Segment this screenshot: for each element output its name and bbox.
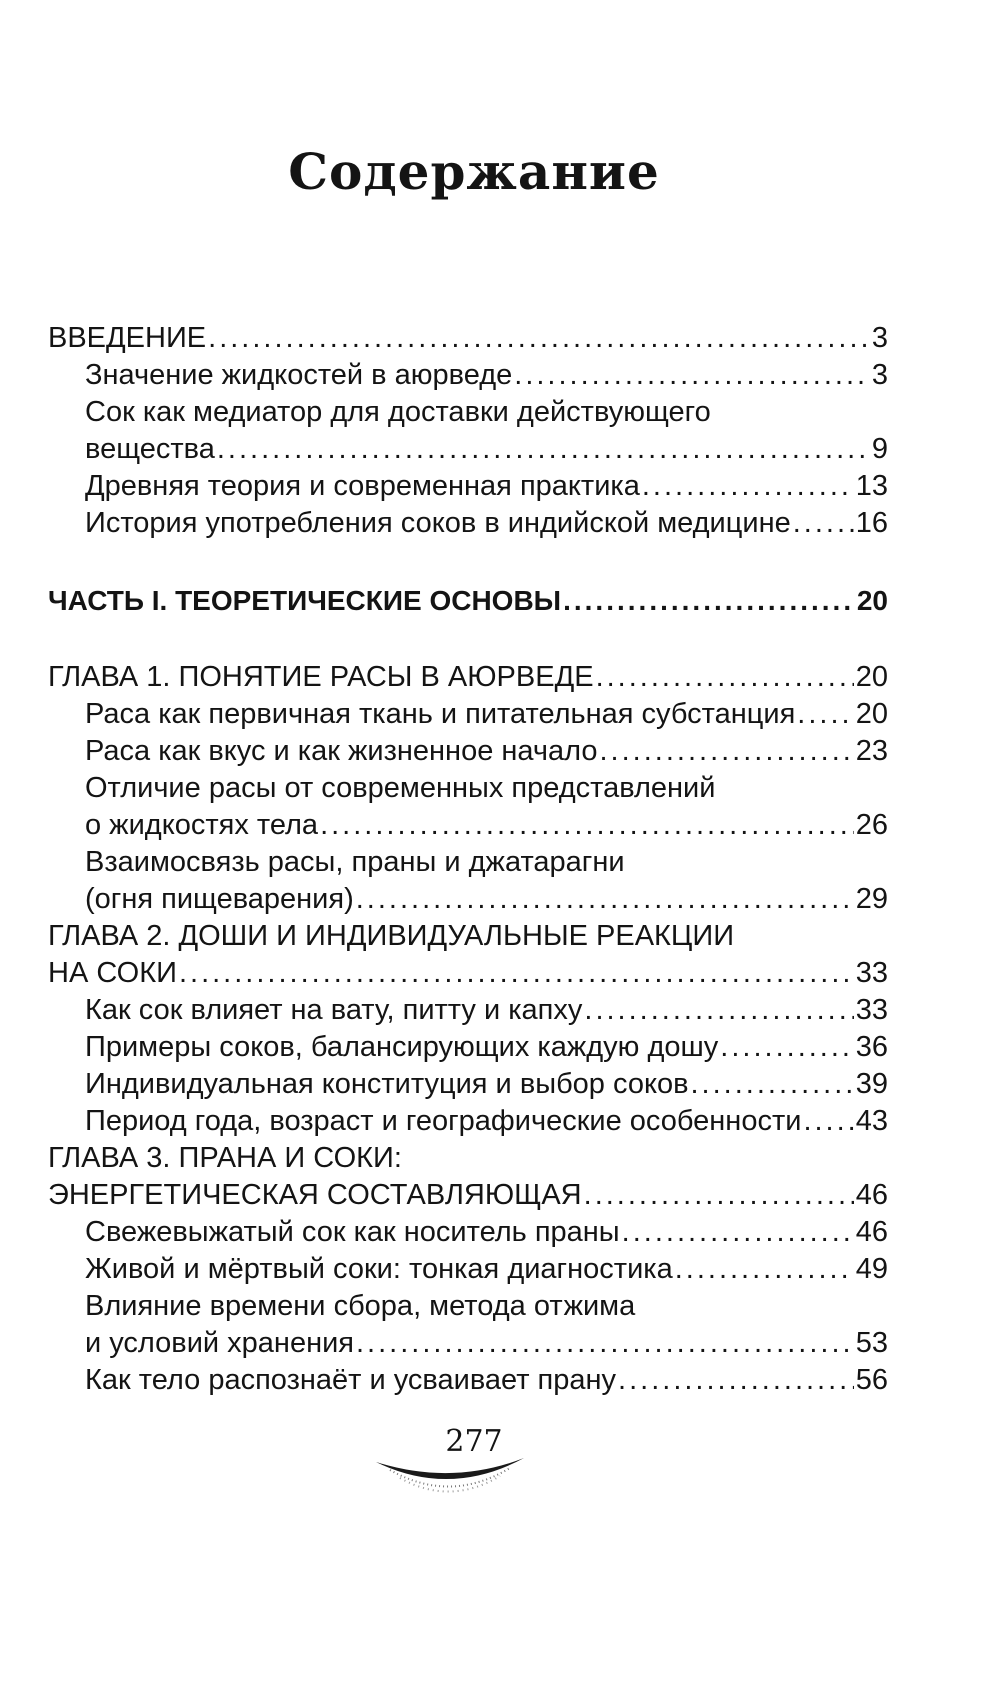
- dot-leader: [596, 659, 854, 696]
- toc-page-number: 39: [855, 1068, 888, 1100]
- toc-entry-text-cont: ЭНЕРГЕТИЧЕСКАЯ СОСТАВЛЯЮЩАЯ: [48, 1179, 582, 1211]
- toc-page-number: 3: [871, 322, 888, 354]
- toc-entry: [48, 505, 888, 542]
- toc-entry-text: Индивидуальная конституция и выбор соков: [85, 1068, 689, 1100]
- toc-page-number: 53: [855, 1327, 888, 1359]
- toc-page-number: 43: [855, 1105, 888, 1137]
- toc-page-number: 20: [855, 661, 888, 693]
- toc-entry-chapter-3: [48, 1140, 888, 1214]
- toc-entry-text: Как сок влияет на вату, питту и капху: [85, 994, 583, 1026]
- dot-leader: [793, 505, 854, 542]
- toc-entry-text: Раса как первичная ткань и питательная субстанция: [85, 698, 796, 730]
- toc-entry-chapter-1: [48, 659, 888, 696]
- toc-entry-text: Раса как вкус и как жизненное начало: [85, 735, 598, 767]
- toc-entry-text: Значение жидкостей в аюрведе: [85, 359, 513, 391]
- toc-entry-text: Примеры соков, балансирующих каждую дошу: [85, 1031, 719, 1063]
- dot-leader: [797, 696, 853, 733]
- toc-entry-text: Взаимосвязь расы, праны и джатарагни: [85, 846, 625, 878]
- toc-page-number: 33: [855, 994, 888, 1026]
- toc-entry: [48, 1103, 888, 1140]
- toc-entry-part-1: [48, 582, 888, 619]
- toc-entry: [48, 992, 888, 1029]
- toc-page-number: 20: [855, 698, 888, 730]
- dot-leader: [356, 881, 854, 918]
- dot-leader: [720, 1029, 853, 1066]
- dot-leader: [803, 1103, 853, 1140]
- page-number: 277: [445, 1424, 503, 1459]
- toc-entry-text: Свежевыжатый сок как носитель праны: [85, 1216, 620, 1248]
- toc-entry: [48, 1214, 888, 1251]
- toc-page-number: 46: [855, 1216, 888, 1248]
- swash-ornament-icon: [370, 1440, 530, 1510]
- toc-page-number: 26: [855, 809, 888, 841]
- toc-entry: [48, 394, 888, 468]
- toc-entry-text-cont: (огня пищеварения): [85, 883, 354, 915]
- dot-leader: [618, 1362, 854, 1399]
- toc-entry-text: Как тело распознаёт и усваивает прану: [85, 1364, 617, 1396]
- toc-entry: [48, 1066, 888, 1103]
- dot-leader: [600, 733, 854, 770]
- toc-entry: [48, 844, 888, 918]
- dot-leader: [320, 807, 854, 844]
- toc-entry: [48, 770, 888, 844]
- toc-entry-introduction: [48, 320, 888, 357]
- toc-page-number: 20: [856, 585, 888, 616]
- dot-leader: [691, 1066, 854, 1103]
- toc-entry-text-cont: НА СОКИ: [48, 957, 177, 989]
- dot-leader: [179, 955, 854, 992]
- dot-leader: [563, 582, 855, 619]
- toc-page-number: 36: [855, 1031, 888, 1063]
- toc-entry-text: ГЛАВА 2. ДОШИ И ИНДИВИДУАЛЬНЫЕ РЕАКЦИИ: [48, 920, 735, 952]
- toc-entry-text-cont: и условий хранения: [85, 1327, 354, 1359]
- toc-entry: [48, 1251, 888, 1288]
- toc-entry-text-cont: о жидкостях тела: [85, 809, 319, 841]
- page-title: Содержание: [288, 141, 660, 201]
- toc-page-number: 23: [855, 735, 888, 767]
- dot-leader: [584, 1177, 854, 1214]
- toc-page-number: 3: [871, 359, 888, 391]
- toc-entry-text-cont: вещества: [85, 433, 215, 465]
- toc-entry-text: Древняя теория и современная практика: [85, 470, 640, 502]
- toc-entry: [48, 696, 888, 733]
- toc-entry-text: Сок как медиатор для доставки действующего: [85, 396, 711, 428]
- toc-entry-chapter-2: [48, 918, 888, 992]
- toc-entry: [48, 1362, 888, 1399]
- dot-leader: [514, 357, 870, 394]
- toc-entry-text: Период года, возраст и географические особенности: [85, 1105, 802, 1137]
- toc-entry: [48, 468, 888, 505]
- dot-leader: [622, 1214, 854, 1251]
- toc-entry: [48, 733, 888, 770]
- toc-page-number: 49: [855, 1253, 888, 1285]
- toc-entry-text: ВВЕДЕНИЕ: [48, 322, 207, 354]
- dot-leader: [217, 431, 870, 468]
- dot-leader: [584, 992, 853, 1029]
- toc-entry: [48, 1029, 888, 1066]
- dot-leader: [642, 468, 854, 505]
- toc-entry-text: ГЛАВА 3. ПРАНА И СОКИ:: [48, 1142, 402, 1174]
- dot-leader: [356, 1325, 854, 1362]
- toc-page-number: 13: [855, 470, 888, 502]
- toc-entry-text: Влияние времени сбора, метода отжима: [85, 1290, 636, 1322]
- toc-page-number: 56: [855, 1364, 888, 1396]
- toc-entry: [48, 1288, 888, 1362]
- toc-page-number: 46: [855, 1179, 888, 1211]
- table-of-contents: [48, 320, 888, 1399]
- toc-entry-text: Живой и мёртвый соки: тонкая диагностика: [85, 1253, 673, 1285]
- toc-entry: [48, 357, 888, 394]
- toc-entry-text: ГЛАВА 1. ПОНЯТИЕ РАСЫ В АЮРВЕДЕ: [48, 661, 594, 693]
- toc-entry-text: ЧАСТЬ I. ТЕОРЕТИЧЕСКИЕ ОСНОВЫ: [48, 585, 562, 616]
- toc-page-number: 16: [855, 507, 888, 539]
- toc-entry-text: Отличие расы от современных представлений: [85, 772, 716, 804]
- toc-entry-text: История употребления соков в индийской медицине: [85, 507, 791, 539]
- dot-leader: [208, 320, 870, 357]
- toc-page-number: 29: [855, 883, 888, 915]
- toc-page-number: 33: [855, 957, 888, 989]
- dot-leader: [675, 1251, 854, 1288]
- toc-page-number: 9: [871, 433, 888, 465]
